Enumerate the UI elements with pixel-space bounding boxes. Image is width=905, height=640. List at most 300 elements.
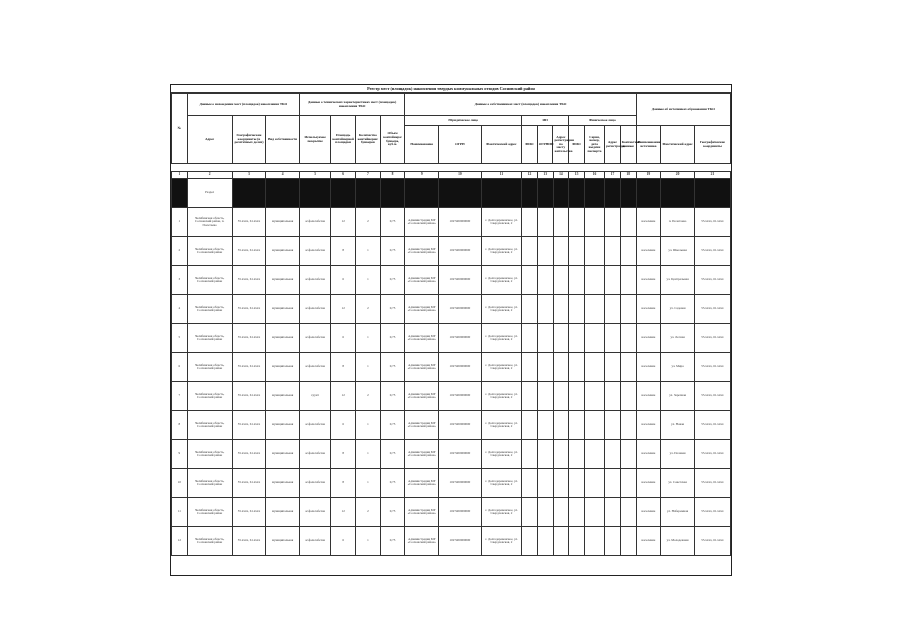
row-surface: асфальтобетон	[299, 498, 330, 527]
row-containers: 1	[356, 353, 381, 382]
row-containers: 1	[356, 266, 381, 295]
row-volume: 0,75	[380, 527, 405, 556]
row-source-coords: 55.xxxx, 61.xxxx	[694, 295, 730, 324]
row-address: Челябинская область, Сосновский район	[187, 295, 232, 324]
section-bar	[380, 179, 405, 208]
column-number-13: 13	[537, 172, 553, 179]
row-ownership: муниципальная	[266, 469, 300, 498]
row-source-name: население	[636, 237, 661, 266]
row-source-address: ул. Школьная	[661, 237, 695, 266]
row-empty-cell	[522, 440, 538, 469]
row-address: Челябинская область, Сосновский район	[187, 440, 232, 469]
row-source-coords: 55.xxxx, 61.xxxx	[694, 266, 730, 295]
row-number: 7	[172, 382, 188, 411]
section-bar	[553, 179, 569, 208]
row-empty-cell	[620, 498, 636, 527]
column-number-3: 3	[232, 172, 266, 179]
row-area: 8	[331, 440, 356, 469]
row-empty-cell	[553, 382, 569, 411]
row-coords: 55.xxxx, 61.xxxx	[232, 324, 266, 353]
row-source-coords: 55.xxxx, 61.xxxx	[694, 237, 730, 266]
col-no-header: №	[172, 94, 188, 164]
row-legal-address: с. Долгодеревенское, ул. Свердловская, 2	[481, 527, 521, 556]
row-ogrn: 1027400000000	[439, 411, 482, 440]
col-containers-header: Количество контейнеров/бункеров	[356, 116, 381, 164]
column-number-row	[172, 172, 731, 179]
row-empty-cell	[553, 237, 569, 266]
row-volume: 0,75	[380, 440, 405, 469]
row-empty-cell	[569, 295, 585, 324]
row-empty-cell	[620, 324, 636, 353]
col-area-header: Площадь контейнерной площадки	[331, 116, 356, 164]
section-bar	[584, 179, 604, 208]
row-ogrn: 1027400000000	[439, 208, 482, 237]
row-source-name: население	[636, 411, 661, 440]
row-empty-cell	[620, 382, 636, 411]
column-number-2: 2	[187, 172, 232, 179]
row-number: 10	[172, 469, 188, 498]
row-source-name: население	[636, 295, 661, 324]
row-legal-name: Администрация МР «Сосновский район»	[405, 208, 439, 237]
row-legal-address: с. Долгодеревенское, ул. Свердловская, 2	[481, 469, 521, 498]
row-address: Челябинская область, Сосновский район, п. Полетаево	[187, 208, 232, 237]
row-legal-name: Администрация МР «Сосновский район»	[405, 266, 439, 295]
row-address: Челябинская область, Сосновский район	[187, 382, 232, 411]
row-containers: 2	[356, 382, 381, 411]
row-source-address: ул. Советская	[661, 469, 695, 498]
row-empty-cell	[537, 411, 553, 440]
row-empty-cell	[584, 295, 604, 324]
col-address-header: Адрес	[187, 116, 232, 164]
table-row	[172, 527, 731, 556]
column-number-14: 14	[553, 172, 569, 179]
row-empty-cell	[569, 498, 585, 527]
row-empty-cell	[537, 353, 553, 382]
row-empty-cell	[522, 208, 538, 237]
row-legal-address: с. Долгодеревенское, ул. Свердловская, 2	[481, 411, 521, 440]
row-legal-name: Администрация МР «Сосновский район»	[405, 324, 439, 353]
row-empty-cell	[522, 324, 538, 353]
row-coords: 55.xxxx, 61.xxxx	[232, 411, 266, 440]
row-source-address: ул. Заречная	[661, 382, 695, 411]
row-empty-cell	[553, 266, 569, 295]
row-source-coords: 55.xxxx, 61.xxxx	[694, 527, 730, 556]
row-empty-cell	[553, 440, 569, 469]
row-legal-address: с. Долгодеревенское, ул. Свердловская, 2	[481, 353, 521, 382]
row-empty-cell	[569, 266, 585, 295]
row-empty-cell	[584, 440, 604, 469]
row-ownership: муниципальная	[266, 295, 300, 324]
column-number-16: 16	[584, 172, 604, 179]
row-empty-cell	[584, 498, 604, 527]
column-number-20: 20	[661, 172, 695, 179]
table-row	[172, 469, 731, 498]
row-volume: 0,75	[380, 411, 405, 440]
row-source-name: население	[636, 527, 661, 556]
row-source-address: ул. Центральная	[661, 266, 695, 295]
row-coords: 55.xxxx, 61.xxxx	[232, 237, 266, 266]
column-number-10: 10	[439, 172, 482, 179]
row-legal-address: с. Долгодеревенское, ул. Свердловская, 2	[481, 237, 521, 266]
row-empty-cell	[584, 353, 604, 382]
row-empty-cell	[605, 266, 621, 295]
row-volume: 0,75	[380, 353, 405, 382]
row-surface: грунт	[299, 382, 330, 411]
col-volume-header: Объем контейнера/бункера, куб.м.	[380, 116, 405, 164]
column-number-15: 15	[569, 172, 585, 179]
row-coords: 55.xxxx, 61.xxxx	[232, 382, 266, 411]
row-surface: асфальтобетон	[299, 208, 330, 237]
table-row	[172, 353, 731, 382]
row-address: Челябинская область, Сосновский район	[187, 411, 232, 440]
section-row	[172, 179, 731, 208]
row-coords: 55.xxxx, 61.xxxx	[232, 469, 266, 498]
row-number: 11	[172, 498, 188, 527]
column-number-12: 12	[522, 172, 538, 179]
row-empty-cell	[537, 382, 553, 411]
group-tech-header: Данные о технических характеристиках мест (площадок) накопления ТКО	[299, 94, 404, 116]
row-empty-cell	[553, 411, 569, 440]
section-bar	[331, 179, 356, 208]
row-empty-cell	[569, 411, 585, 440]
row-legal-name: Администрация МР «Сосновский район»	[405, 440, 439, 469]
row-source-coords: 55.xxxx, 61.xxxx	[694, 411, 730, 440]
row-ogrn: 1027400000000	[439, 237, 482, 266]
row-empty-cell	[522, 237, 538, 266]
row-coords: 55.xxxx, 61.xxxx	[232, 440, 266, 469]
group-owner-header: Данные о собственниках мест (площадок) накопления ТКО	[405, 94, 636, 116]
row-ogrn: 1027400000000	[439, 295, 482, 324]
row-ogrn: 1027400000000	[439, 469, 482, 498]
section-bar	[605, 179, 621, 208]
row-coords: 55.xxxx, 61.xxxx	[232, 266, 266, 295]
section-bar	[694, 179, 730, 208]
registry-sheet	[170, 84, 732, 576]
row-legal-name: Администрация МР «Сосновский район»	[405, 353, 439, 382]
row-source-coords: 55.xxxx, 61.xxxx	[694, 324, 730, 353]
row-surface: асфальтобетон	[299, 237, 330, 266]
row-surface: асфальтобетон	[299, 353, 330, 382]
row-ownership: муниципальная	[266, 411, 300, 440]
row-containers: 2	[356, 208, 381, 237]
row-legal-name: Администрация МР «Сосновский район»	[405, 411, 439, 440]
row-coords: 55.xxxx, 61.xxxx	[232, 498, 266, 527]
col-src-address-header: Фактический адрес	[661, 126, 695, 164]
row-empty-cell	[620, 237, 636, 266]
row-legal-name: Администрация МР «Сосновский район»	[405, 469, 439, 498]
row-volume: 0,75	[380, 498, 405, 527]
row-empty-cell	[522, 527, 538, 556]
row-empty-cell	[537, 237, 553, 266]
row-source-name: население	[636, 208, 661, 237]
row-source-coords: 55.xxxx, 61.xxxx	[694, 469, 730, 498]
row-source-coords: 55.xxxx, 61.xxxx	[694, 498, 730, 527]
section-bar	[232, 179, 266, 208]
row-area: 6	[331, 411, 356, 440]
row-empty-cell	[569, 237, 585, 266]
table-row	[172, 237, 731, 266]
row-empty-cell	[620, 295, 636, 324]
row-empty-cell	[605, 208, 621, 237]
row-ownership: муниципальная	[266, 382, 300, 411]
row-empty-cell	[584, 266, 604, 295]
row-empty-cell	[605, 440, 621, 469]
row-empty-cell	[569, 382, 585, 411]
row-empty-cell	[522, 295, 538, 324]
row-number: 2	[172, 237, 188, 266]
col-nat-fio-header: ФИО	[569, 126, 585, 164]
row-surface: асфальтобетон	[299, 440, 330, 469]
row-legal-name: Администрация МР «Сосновский район»	[405, 295, 439, 324]
row-number: 9	[172, 440, 188, 469]
row-containers: 1	[356, 411, 381, 440]
row-area: 8	[331, 237, 356, 266]
section-label: Раздел	[187, 179, 232, 208]
row-legal-address: с. Долгодеревенское, ул. Свердловская, 2	[481, 498, 521, 527]
section-bar	[569, 179, 585, 208]
row-surface: асфальтобетон	[299, 295, 330, 324]
row-volume: 0,75	[380, 295, 405, 324]
row-empty-cell	[584, 237, 604, 266]
row-source-address: ул. Садовая	[661, 295, 695, 324]
row-source-name: население	[636, 266, 661, 295]
section-spacer	[172, 179, 188, 208]
row-empty-cell	[537, 527, 553, 556]
row-number: 1	[172, 208, 188, 237]
row-empty-cell	[584, 469, 604, 498]
col-legal-name-header: Наименование	[405, 126, 439, 164]
row-surface: асфальтобетон	[299, 527, 330, 556]
row-source-name: население	[636, 498, 661, 527]
row-empty-cell	[605, 469, 621, 498]
row-empty-cell	[553, 295, 569, 324]
col-ip-address-header: Адрес регистрации по месту жительства	[553, 126, 569, 164]
column-number-7: 7	[356, 172, 381, 179]
column-number-8: 8	[380, 172, 405, 179]
row-surface: асфальтобетон	[299, 266, 330, 295]
row-empty-cell	[522, 411, 538, 440]
table-row	[172, 324, 731, 353]
section-bar	[299, 179, 330, 208]
row-empty-cell	[537, 295, 553, 324]
row-legal-name: Администрация МР «Сосновский район»	[405, 237, 439, 266]
row-legal-name: Администрация МР «Сосновский район»	[405, 527, 439, 556]
row-empty-cell	[537, 208, 553, 237]
row-ogrn: 1027400000000	[439, 353, 482, 382]
row-empty-cell	[522, 469, 538, 498]
table-row	[172, 411, 731, 440]
row-containers: 1	[356, 324, 381, 353]
row-area: 6	[331, 527, 356, 556]
row-empty-cell	[553, 498, 569, 527]
row-empty-cell	[620, 353, 636, 382]
row-containers: 1	[356, 237, 381, 266]
row-empty-cell	[553, 527, 569, 556]
row-source-address: ул. Набережная	[661, 498, 695, 527]
row-empty-cell	[553, 324, 569, 353]
row-empty-cell	[569, 440, 585, 469]
row-source-coords: 55.xxxx, 61.xxxx	[694, 208, 730, 237]
row-ownership: муниципальная	[266, 237, 300, 266]
section-bar	[537, 179, 553, 208]
row-ownership: муниципальная	[266, 353, 300, 382]
row-source-address: ул. Мира	[661, 353, 695, 382]
row-legal-address: с. Долгодеревенское, ул. Свердловская, 2	[481, 440, 521, 469]
row-number: 6	[172, 353, 188, 382]
col-ogrnip-header: ОГРНИП	[537, 126, 553, 164]
col-surface-header: Используемое покрытие	[299, 116, 330, 164]
row-coords: 55.xxxx, 61.xxxx	[232, 208, 266, 237]
section-bar	[522, 179, 538, 208]
row-source-address: ул. Лесная	[661, 324, 695, 353]
row-source-address: ул. Полевая	[661, 440, 695, 469]
row-surface: асфальтобетон	[299, 324, 330, 353]
col-src-coords-header: Географические координаты	[694, 126, 730, 164]
row-empty-cell	[605, 382, 621, 411]
section-bar	[266, 179, 300, 208]
row-empty-cell	[620, 411, 636, 440]
row-empty-cell	[522, 353, 538, 382]
row-empty-cell	[569, 353, 585, 382]
row-containers: 1	[356, 527, 381, 556]
row-volume: 0,75	[380, 382, 405, 411]
row-empty-cell	[605, 324, 621, 353]
row-legal-address: с. Долгодеревенское, ул. Свердловская, 2	[481, 382, 521, 411]
column-number-19: 19	[636, 172, 661, 179]
row-coords: 55.xxxx, 61.xxxx	[232, 527, 266, 556]
row-empty-cell	[522, 498, 538, 527]
row-address: Челябинская область, Сосновский район	[187, 527, 232, 556]
table-row	[172, 266, 731, 295]
row-empty-cell	[537, 440, 553, 469]
row-empty-cell	[553, 353, 569, 382]
row-area: 12	[331, 382, 356, 411]
row-number: 3	[172, 266, 188, 295]
row-source-name: население	[636, 440, 661, 469]
row-empty-cell	[537, 498, 553, 527]
column-number-5: 5	[299, 172, 330, 179]
row-address: Челябинская область, Сосновский район	[187, 469, 232, 498]
row-source-name: население	[636, 353, 661, 382]
col-nat-contacts-header: Контактные данные	[620, 126, 636, 164]
col-coords-header: Географические координаты (в десятичных долях)	[232, 116, 266, 164]
column-number-21: 21	[694, 172, 730, 179]
row-empty-cell	[605, 411, 621, 440]
row-empty-cell	[620, 208, 636, 237]
row-source-address: ул. Молодежная	[661, 527, 695, 556]
row-empty-cell	[605, 237, 621, 266]
row-empty-cell	[605, 295, 621, 324]
row-ownership: муниципальная	[266, 324, 300, 353]
row-empty-cell	[537, 324, 553, 353]
row-source-name: население	[636, 469, 661, 498]
row-containers: 1	[356, 440, 381, 469]
column-number-17: 17	[605, 172, 621, 179]
row-empty-cell	[553, 208, 569, 237]
row-address: Челябинская область, Сосновский район	[187, 353, 232, 382]
row-empty-cell	[522, 382, 538, 411]
table-row	[172, 440, 731, 469]
row-empty-cell	[569, 324, 585, 353]
table-row	[172, 498, 731, 527]
ip-header: ИП	[522, 116, 569, 126]
row-number: 4	[172, 295, 188, 324]
section-bar	[405, 179, 439, 208]
row-number: 5	[172, 324, 188, 353]
col-nat-address-header: Адрес регистрации	[605, 126, 621, 164]
row-containers: 2	[356, 498, 381, 527]
row-volume: 0,75	[380, 266, 405, 295]
row-address: Челябинская область, Сосновский район	[187, 498, 232, 527]
column-number-1: 1	[172, 172, 188, 179]
section-bar	[481, 179, 521, 208]
row-ogrn: 1027400000000	[439, 527, 482, 556]
row-containers: 1	[356, 469, 381, 498]
col-src-name-header: Наименование источника	[636, 126, 661, 164]
row-legal-address: с. Долгодеревенское, ул. Свердловская, 2	[481, 208, 521, 237]
column-number-11: 11	[481, 172, 521, 179]
table-row	[172, 295, 731, 324]
row-empty-cell	[605, 353, 621, 382]
table-row	[172, 208, 731, 237]
row-volume: 0,75	[380, 324, 405, 353]
row-empty-cell	[584, 208, 604, 237]
row-ownership: муниципальная	[266, 498, 300, 527]
row-legal-address: с. Долгодеревенское, ул. Свердловская, 2	[481, 295, 521, 324]
row-ownership: муниципальная	[266, 527, 300, 556]
row-ogrn: 1027400000000	[439, 498, 482, 527]
column-number-4: 4	[266, 172, 300, 179]
table-row	[172, 382, 731, 411]
row-source-name: население	[636, 324, 661, 353]
row-empty-cell	[569, 527, 585, 556]
row-area: 12	[331, 498, 356, 527]
row-source-address: ул. Новая	[661, 411, 695, 440]
group-location-header: Данные о нахождении мест (площадок) накопления ТКО	[187, 94, 299, 116]
row-ownership: муниципальная	[266, 440, 300, 469]
row-area: 8	[331, 353, 356, 382]
row-source-coords: 55.xxxx, 61.xxxx	[694, 382, 730, 411]
column-number-6: 6	[331, 172, 356, 179]
row-empty-cell	[584, 382, 604, 411]
natural-person-header: Физическое лицо	[569, 116, 636, 126]
row-empty-cell	[537, 266, 553, 295]
row-number: 8	[172, 411, 188, 440]
row-address: Челябинская область, Сосновский район	[187, 324, 232, 353]
section-bar	[620, 179, 636, 208]
row-containers: 2	[356, 295, 381, 324]
row-source-name: население	[636, 382, 661, 411]
row-empty-cell	[522, 266, 538, 295]
row-source-coords: 55.xxxx, 61.xxxx	[694, 353, 730, 382]
row-ogrn: 1027400000000	[439, 440, 482, 469]
row-area: 8	[331, 469, 356, 498]
row-source-address: п. Полетаево	[661, 208, 695, 237]
col-ip-fio-header: ФИО	[522, 126, 538, 164]
header-table	[171, 93, 731, 164]
column-number-9: 9	[405, 172, 439, 179]
row-empty-cell	[620, 469, 636, 498]
row-legal-address: с. Долгодеревенское, ул. Свердловская, 2	[481, 266, 521, 295]
row-empty-cell	[605, 527, 621, 556]
row-area: 12	[331, 295, 356, 324]
row-ogrn: 1027400000000	[439, 266, 482, 295]
col-ownership-header: Вид собственности	[266, 116, 300, 164]
row-address: Челябинская область, Сосновский район	[187, 237, 232, 266]
row-empty-cell	[584, 527, 604, 556]
row-source-coords: 55.xxxx, 61.xxxx	[694, 440, 730, 469]
row-ogrn: 1027400000000	[439, 324, 482, 353]
